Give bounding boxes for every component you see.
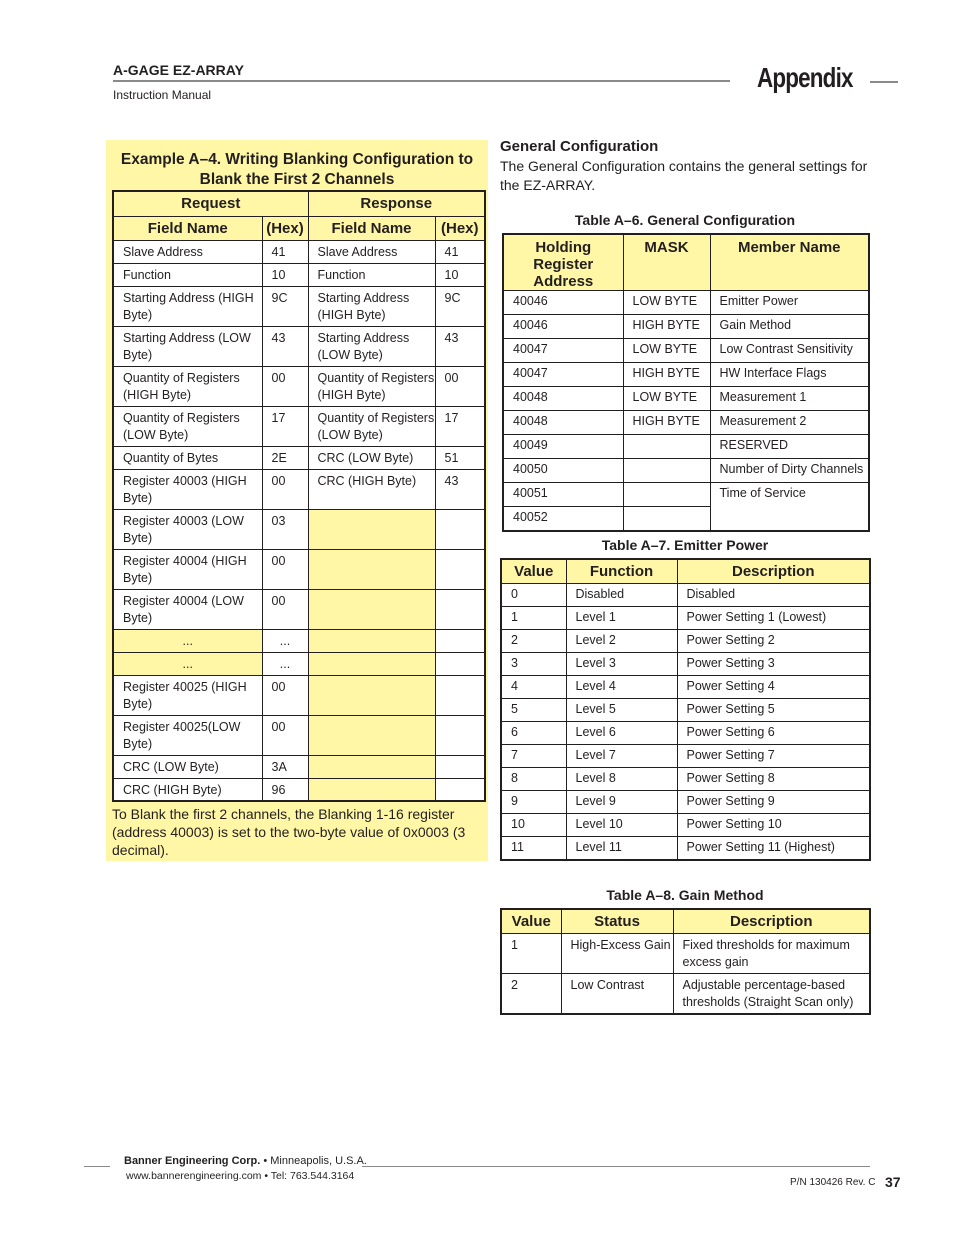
request-field-name-header: Field Name bbox=[113, 216, 262, 240]
table-cell: 2E bbox=[262, 446, 308, 469]
table-cell bbox=[435, 549, 485, 589]
table-cell: 40049 bbox=[503, 435, 623, 459]
company-location: • Minneapolis, U.S.A. bbox=[260, 1155, 367, 1167]
table-cell: 03 bbox=[262, 509, 308, 549]
table-cell: Level 1 bbox=[566, 606, 677, 629]
table-row bbox=[503, 315, 869, 339]
table-cell: 00 bbox=[435, 366, 485, 406]
table-cell: Register 40025 (HIGH Byte) bbox=[113, 675, 262, 715]
table-cell: CRC (LOW Byte) bbox=[308, 446, 435, 469]
table-cell: Quantity of Registers (LOW Byte) bbox=[308, 406, 435, 446]
table-cell bbox=[308, 675, 435, 715]
table-cell: LOW BYTE bbox=[623, 387, 710, 411]
table-cell: Low Contrast Sensitivity bbox=[710, 339, 869, 363]
table-cell: Starting Address (LOW Byte) bbox=[308, 326, 435, 366]
table-cell: Level 3 bbox=[566, 652, 677, 675]
table-cell: 40047 bbox=[503, 363, 623, 387]
table-cell: 3A bbox=[262, 755, 308, 778]
table-cell: 41 bbox=[262, 240, 308, 263]
footer-company bbox=[124, 1155, 367, 1167]
general-config-text: The General Configuration contains the general settings for the EZ-ARRAY. bbox=[500, 158, 868, 193]
col-holding-register: Holding Register Address bbox=[503, 234, 623, 291]
table-cell bbox=[435, 755, 485, 778]
table-cell bbox=[308, 589, 435, 629]
table-cell: Quantity of Registers (LOW Byte) bbox=[113, 406, 262, 446]
table-row bbox=[113, 652, 485, 675]
table-cell: ... bbox=[113, 629, 262, 652]
table-cell: Slave Address bbox=[308, 240, 435, 263]
table-row bbox=[113, 629, 485, 652]
table-row bbox=[113, 589, 485, 629]
table-cell: 00 bbox=[262, 549, 308, 589]
general-config-heading: General Configuration bbox=[500, 138, 659, 155]
table-cell: 00 bbox=[262, 469, 308, 509]
table-cell: 41 bbox=[435, 240, 485, 263]
table-cell: ... bbox=[113, 652, 262, 675]
table-row bbox=[113, 778, 485, 801]
example-table bbox=[112, 190, 486, 802]
table-cell: CRC (HIGH Byte) bbox=[113, 778, 262, 801]
table-cell: Level 5 bbox=[566, 698, 677, 721]
table-cell: 2 bbox=[501, 629, 566, 652]
table-cell bbox=[435, 629, 485, 652]
table-cell bbox=[623, 507, 710, 532]
company-name: Banner Engineering Corp. bbox=[124, 1155, 261, 1167]
table-cell bbox=[308, 778, 435, 801]
table-row bbox=[501, 744, 870, 767]
table-cell: HIGH BYTE bbox=[623, 411, 710, 435]
table-cell: Power Setting 8 bbox=[677, 767, 870, 790]
header-rule bbox=[113, 80, 730, 82]
table-cell: Level 2 bbox=[566, 629, 677, 652]
response-header: Response bbox=[308, 191, 485, 216]
table-row bbox=[501, 973, 870, 1014]
table-cell: CRC (LOW Byte) bbox=[113, 755, 262, 778]
table-cell: 10 bbox=[262, 263, 308, 286]
table-cell: 1 bbox=[501, 933, 561, 973]
col-description: Description bbox=[673, 909, 870, 933]
table-cell: Emitter Power bbox=[710, 291, 869, 315]
table-cell: Starting Address (HIGH Byte) bbox=[113, 286, 262, 326]
col-member-name: Member Name bbox=[710, 234, 869, 291]
gain-method-table bbox=[500, 908, 871, 1015]
table-cell: Power Setting 6 bbox=[677, 721, 870, 744]
table-cell: 9C bbox=[262, 286, 308, 326]
table-row bbox=[501, 606, 870, 629]
table-cell: Power Setting 7 bbox=[677, 744, 870, 767]
table-cell: 40047 bbox=[503, 339, 623, 363]
table-cell: Register 40004 (LOW Byte) bbox=[113, 589, 262, 629]
table-cell bbox=[623, 435, 710, 459]
manual-label: Instruction Manual bbox=[113, 88, 212, 102]
table-cell: 17 bbox=[435, 406, 485, 446]
table-cell: Power Setting 4 bbox=[677, 675, 870, 698]
table-row bbox=[113, 286, 485, 326]
request-hex-header: (Hex) bbox=[262, 216, 308, 240]
table-cell: Function bbox=[308, 263, 435, 286]
table-row bbox=[501, 675, 870, 698]
product-name: A-GAGE EZ-ARRAY bbox=[113, 62, 244, 78]
table-cell: Measurement 1 bbox=[710, 387, 869, 411]
col-mask: MASK bbox=[623, 234, 710, 291]
table-cell bbox=[623, 483, 710, 507]
table-cell bbox=[435, 778, 485, 801]
response-field-name-header: Field Name bbox=[308, 216, 435, 240]
table-cell: Low Contrast bbox=[561, 973, 673, 1014]
table-row bbox=[503, 291, 869, 315]
table-row bbox=[501, 721, 870, 744]
table-row bbox=[501, 767, 870, 790]
table-cell: 00 bbox=[262, 366, 308, 406]
table-cell: HIGH BYTE bbox=[623, 315, 710, 339]
response-hex-header: (Hex) bbox=[435, 216, 485, 240]
table-cell: 40046 bbox=[503, 315, 623, 339]
table-cell: 43 bbox=[435, 326, 485, 366]
table-cell bbox=[435, 509, 485, 549]
example-note: To Blank the first 2 channels, the Blanking 1-16 register (address 40003) is set to the two-byte value of 0x0003 (3 decimal). bbox=[112, 806, 466, 858]
request-header: Request bbox=[113, 191, 308, 216]
table-cell: High-Excess Gain bbox=[561, 933, 673, 973]
col-value: Value bbox=[501, 909, 561, 933]
table-cell: 43 bbox=[262, 326, 308, 366]
part-number: P/N 130426 Rev. C bbox=[790, 1177, 876, 1188]
table-cell: HIGH BYTE bbox=[623, 363, 710, 387]
section-title: Appendix bbox=[757, 62, 853, 93]
table-row bbox=[501, 629, 870, 652]
table-cell: Power Setting 5 bbox=[677, 698, 870, 721]
table-cell: Power Setting 9 bbox=[677, 790, 870, 813]
table-row bbox=[113, 406, 485, 446]
table-cell: 40051 bbox=[503, 483, 623, 507]
table-a6-caption: Table A–6. General Configuration bbox=[574, 212, 796, 228]
table-row bbox=[113, 509, 485, 549]
table-cell: 10 bbox=[501, 813, 566, 836]
table-cell: Register 40003 (LOW Byte) bbox=[113, 509, 262, 549]
table-cell: Disabled bbox=[677, 583, 870, 606]
table-cell: 6 bbox=[501, 721, 566, 744]
table-cell: Function bbox=[113, 263, 262, 286]
table-cell: Power Setting 3 bbox=[677, 652, 870, 675]
table-cell: Fixed thresholds for maximum excess gain bbox=[673, 933, 870, 973]
table-row bbox=[503, 411, 869, 435]
footer-rule-left bbox=[84, 1166, 110, 1167]
table-cell: Level 10 bbox=[566, 813, 677, 836]
table-cell: Power Setting 10 bbox=[677, 813, 870, 836]
table-cell bbox=[308, 629, 435, 652]
table-row bbox=[113, 469, 485, 509]
col-description: Description bbox=[677, 559, 870, 583]
footer-contact: www.bannerengineering.com • Tel: 763.544.3164 bbox=[126, 1170, 355, 1182]
table-row bbox=[503, 387, 869, 411]
table-row bbox=[113, 240, 485, 263]
table-cell: Number of Dirty Channels bbox=[710, 459, 869, 483]
col-status: Status bbox=[561, 909, 673, 933]
table-row bbox=[113, 446, 485, 469]
table-cell bbox=[308, 715, 435, 755]
table-cell: Power Setting 11 (Highest) bbox=[677, 836, 870, 860]
table-row bbox=[113, 326, 485, 366]
table-cell: 96 bbox=[262, 778, 308, 801]
table-cell: 9C bbox=[435, 286, 485, 326]
table-cell: 00 bbox=[262, 715, 308, 755]
table-row bbox=[503, 363, 869, 387]
table-cell: ... bbox=[262, 652, 308, 675]
table-cell: Level 9 bbox=[566, 790, 677, 813]
table-cell: Level 6 bbox=[566, 721, 677, 744]
table-cell: LOW BYTE bbox=[623, 291, 710, 315]
table-cell: RESERVED bbox=[710, 435, 869, 459]
table-cell: 0 bbox=[501, 583, 566, 606]
table-row bbox=[503, 435, 869, 459]
table-cell: Register 40003 (HIGH Byte) bbox=[113, 469, 262, 509]
table-cell bbox=[308, 755, 435, 778]
table-cell: 9 bbox=[501, 790, 566, 813]
table-cell: 7 bbox=[501, 744, 566, 767]
table-row bbox=[501, 790, 870, 813]
header-rule-right bbox=[870, 81, 898, 83]
table-cell: 1 bbox=[501, 606, 566, 629]
table-row bbox=[501, 836, 870, 860]
table-cell: Register 40025(LOW Byte) bbox=[113, 715, 262, 755]
table-cell: Power Setting 2 bbox=[677, 629, 870, 652]
table-cell: Level 11 bbox=[566, 836, 677, 860]
table-cell: Slave Address bbox=[113, 240, 262, 263]
table-cell: Level 7 bbox=[566, 744, 677, 767]
table-row bbox=[113, 549, 485, 589]
table-cell: Level 8 bbox=[566, 767, 677, 790]
table-cell bbox=[308, 509, 435, 549]
table-cell: 17 bbox=[262, 406, 308, 446]
footer-rule-right bbox=[362, 1166, 870, 1167]
table-row bbox=[113, 755, 485, 778]
table-row bbox=[501, 652, 870, 675]
table-cell bbox=[308, 549, 435, 589]
table-cell: LOW BYTE bbox=[623, 339, 710, 363]
table-row bbox=[113, 675, 485, 715]
table-cell: 00 bbox=[262, 675, 308, 715]
table-cell: 40048 bbox=[503, 387, 623, 411]
general-config-table bbox=[502, 233, 870, 532]
table-row bbox=[501, 583, 870, 606]
table-row bbox=[503, 459, 869, 483]
table-cell: 2 bbox=[501, 973, 561, 1014]
table-cell: Quantity of Registers (HIGH Byte) bbox=[113, 366, 262, 406]
table-cell: 10 bbox=[435, 263, 485, 286]
table-cell: Level 4 bbox=[566, 675, 677, 698]
table-row bbox=[113, 263, 485, 286]
col-function: Function bbox=[566, 559, 677, 583]
page-number: 37 bbox=[885, 1174, 901, 1190]
table-row bbox=[503, 339, 869, 363]
table-cell: Time of Service bbox=[710, 483, 869, 532]
table-cell bbox=[308, 652, 435, 675]
table-cell bbox=[435, 589, 485, 629]
col-value: Value bbox=[501, 559, 566, 583]
table-cell: 40050 bbox=[503, 459, 623, 483]
table-cell: 00 bbox=[262, 589, 308, 629]
table-cell: Starting Address (HIGH Byte) bbox=[308, 286, 435, 326]
table-cell: Adjustable percentage-based thresholds (Straight Scan only) bbox=[673, 973, 870, 1014]
table-cell: Register 40004 (HIGH Byte) bbox=[113, 549, 262, 589]
table-cell: 51 bbox=[435, 446, 485, 469]
table-row bbox=[113, 715, 485, 755]
table-cell bbox=[435, 675, 485, 715]
table-cell: Disabled bbox=[566, 583, 677, 606]
table-cell: 5 bbox=[501, 698, 566, 721]
table-cell: 8 bbox=[501, 767, 566, 790]
table-row bbox=[501, 813, 870, 836]
table-cell: Power Setting 1 (Lowest) bbox=[677, 606, 870, 629]
table-row bbox=[113, 366, 485, 406]
table-cell: 4 bbox=[501, 675, 566, 698]
table-cell: ... bbox=[262, 629, 308, 652]
table-cell bbox=[623, 459, 710, 483]
table-cell: HW Interface Flags bbox=[710, 363, 869, 387]
table-cell: 3 bbox=[501, 652, 566, 675]
emitter-power-table bbox=[500, 558, 871, 861]
example-title: Example A–4. Writing Blanking Configuration to Blank the First 2 Channels bbox=[120, 151, 474, 188]
table-cell: Gain Method bbox=[710, 315, 869, 339]
table-cell: Quantity of Registers (HIGH Byte) bbox=[308, 366, 435, 406]
table-a7-caption: Table A–7. Emitter Power bbox=[601, 537, 769, 553]
table-cell: 11 bbox=[501, 836, 566, 860]
table-cell: 43 bbox=[435, 469, 485, 509]
table-row bbox=[503, 483, 869, 507]
table-cell: Starting Address (LOW Byte) bbox=[113, 326, 262, 366]
table-cell: 40052 bbox=[503, 507, 623, 532]
table-row bbox=[501, 698, 870, 721]
table-a8-caption: Table A–8. Gain Method bbox=[606, 887, 764, 903]
table-cell: 40046 bbox=[503, 291, 623, 315]
table-row bbox=[501, 933, 870, 973]
table-cell bbox=[435, 652, 485, 675]
table-cell: Measurement 2 bbox=[710, 411, 869, 435]
table-cell: Quantity of Bytes bbox=[113, 446, 262, 469]
table-cell bbox=[435, 715, 485, 755]
table-cell: CRC (HIGH Byte) bbox=[308, 469, 435, 509]
table-cell: 40048 bbox=[503, 411, 623, 435]
